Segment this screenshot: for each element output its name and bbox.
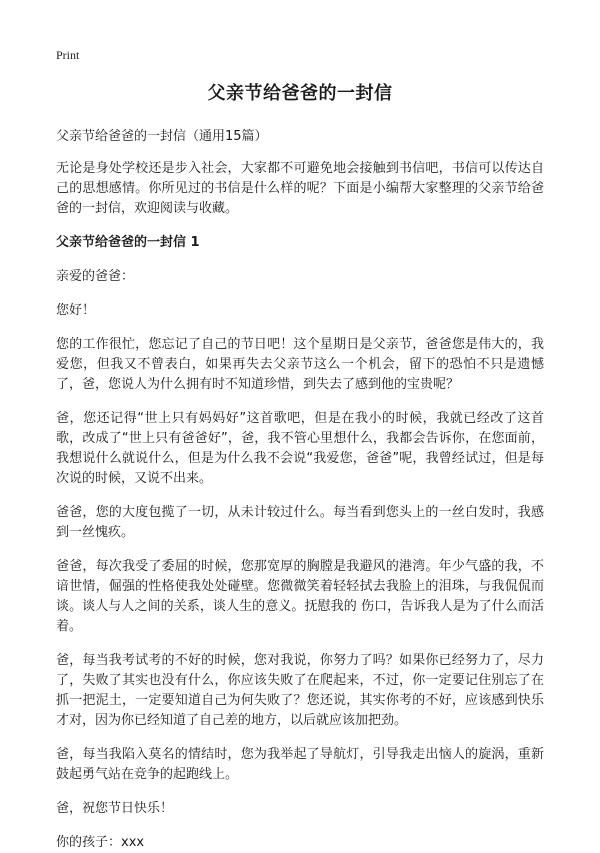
letter-paragraph: 爸，每当我陷入莫名的情结时，您为我举起了导航灯，引导我走出恼人的旋涡，重新鼓起勇气站在竞争的起跑线上。 [56, 747, 544, 782]
letter-paragraph: 爸，您还记得“世上只有妈妈好”这首歌吧，但是在我小的时候，我就已经改了这首歌，改成了“世上只有爸爸好”，爸，我不管心里想什么，我都会告诉你，在您面前，我想说什么就说什么，但是为什么我不会说“我爱您，爸爸”呢，我曾经试过，但是每次说的时候，又说不出来。 [56, 411, 544, 486]
intro-paragraph: 无论是身处学校还是步入社会，大家都不可避免地会接触到书信吧，书信可以传达自己的思想感情。你所见过的书信是什么样的呢？下面是小编帮大家整理的父亲节给爸爸的一封信，欢迎阅读与收藏。 [56, 161, 544, 216]
section-heading: 父亲节给爸爸的一封信 1 [56, 235, 200, 250]
letter-salutation: 亲爱的爸爸： [56, 269, 135, 284]
letter-paragraph: 您的工作很忙，您忘记了自己的节日吧！这个星期日是父亲节，爸爸您是伟大的，我爱您，但我又不曾表白，如果再失去父亲节这么一个机会，留下的恐怕不只是遗憾了，爸，您说人为什么拥有时不知道珍惜，到失去了感到他的宝贵呢？ [56, 337, 544, 392]
page-title: 父亲节给爸爸的一封信 [207, 83, 393, 104]
document-subtitle: 父亲节给爸爸的一封信（通用15篇） [56, 129, 268, 144]
print-link[interactable]: Print [56, 48, 80, 62]
letter-signature: 你的孩子：xxx [56, 835, 145, 850]
letter-closing: 爸，祝您节日快乐！ [56, 801, 174, 816]
letter-greeting: 您好！ [56, 303, 96, 318]
letter-paragraph: 爸爸，您的大度包揽了一切，从未计较过什么。每当看到您头上的一丝白发时，我感到一丝愧疚。 [56, 505, 544, 540]
letter-paragraph: 爸爸，每次我受了委屈的时候，您那宽厚的胸膛是我避风的港湾。年少气盛的我，不谙世情，倔强的性格使我处处碰壁。您微微笑着轻轻拭去我脸上的泪珠，与我侃侃而谈。谈人与人之间的关系，谈人生的意义。抚慰我的 伤口，告诉我人是为了什么而活着。 [56, 559, 544, 634]
letter-paragraph: 爸，每当我考试考的不好的时候，您对我说，你努力了吗？如果你已经努力了，尽力了，失败了其实也没有什么，你应该失败了在爬起来，不过，你一定要记住别忘了在抓一把泥土，一定要知道自己为何失败了？您还说，其实你考的不好，应该感到快乐才对，因为你已经知道了自己差的地方，以后就应该加把劲。 [56, 653, 544, 728]
